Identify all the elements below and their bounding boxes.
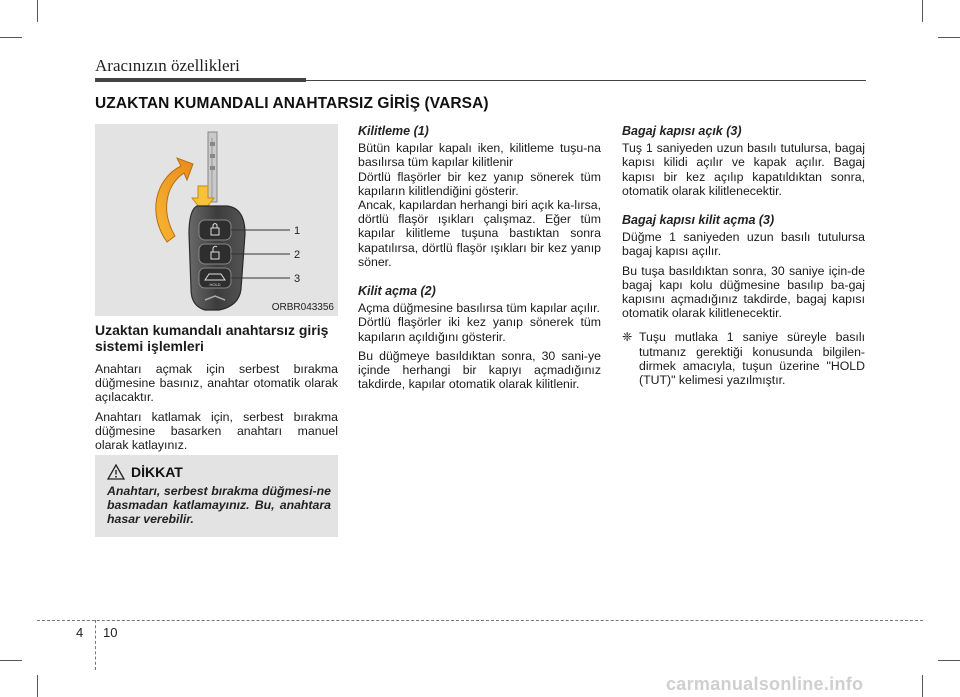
- paragraph: Dörtlü flaşörler iki kez yanıp sönerek tüm kapıların açıldığını gösterir.: [358, 315, 601, 344]
- chapter-header: Aracınızın özellikleri: [95, 56, 240, 75]
- subsection-heading: Uzaktan kumandalı anahtarsız giriş sistemi işlemleri: [95, 322, 329, 354]
- warning-triangle-icon: [107, 464, 125, 480]
- crop-mark: [37, 675, 38, 697]
- chapter-number: 4: [76, 625, 84, 640]
- callout-3: 3: [294, 273, 301, 285]
- crop-mark: [922, 675, 923, 697]
- paragraph: Ancak, kapılardan herhangi biri açık ka-lırsa, dörtlü flaşör ışıkları çalışmaz. Eğer tüm kapılar kilitleme tuşuna bastıktan sonra kapatılırsa, dörtlü flaşör ışıkları bir kez yanıp söner.: [358, 198, 601, 269]
- unlock-heading: Kilit açma (2): [358, 284, 436, 299]
- paragraph: Anahtarı açmak için serbest bırakma düğmesine basınız, anahtar otomatik olarak açılacaktır.: [95, 362, 338, 405]
- paragraph: Dörtlü flaşörler bir kez yanıp sönerek tüm kapıların kilitlendiğini gösterir.: [358, 169, 601, 198]
- callout-2: 2: [294, 249, 301, 261]
- lock-heading: Kilitleme (1): [358, 124, 429, 138]
- page-number: 10: [103, 625, 118, 640]
- watermark: carmanualsonline.info: [666, 674, 864, 694]
- crop-mark: [938, 37, 960, 38]
- caution-header: [107, 464, 183, 480]
- paragraph: Anahtarı katlamak için, serbest bırakma düğmesine basarken anahtarı manuel olarak katlayınız.: [95, 409, 338, 453]
- header-rule-thin: [306, 80, 866, 81]
- caution-box: [95, 455, 338, 537]
- note-symbol: ❈: [622, 330, 633, 345]
- footer-divider: [37, 620, 923, 621]
- paragraph: Düğme 1 saniyeden uzun basılı tutulursa bagaj kapısı açılır.: [622, 230, 865, 259]
- callout-1: 1: [294, 225, 301, 237]
- trunk-open-heading: Bagaj kapısı açık (3): [622, 124, 742, 138]
- hold-label: HOLD: [209, 282, 221, 287]
- key-fob-illustration: [95, 124, 338, 316]
- paragraph: Bu tuşa basıldıktan sonra, 30 saniye için-de bagaj kapı kolu düğmesine basılıp ba-gaj kapısını açmadığınız takdirde, bagaj kapısı otomatik olarak kilitlenecektir.: [622, 263, 865, 321]
- footer-vertical-divider: [95, 620, 96, 670]
- column-1: [95, 322, 338, 457]
- figure-code: ORBR043356: [271, 302, 334, 313]
- fold-arrow-icon: [156, 158, 193, 242]
- paragraph: Bu düğmeye basıldıktan sonra, 30 sani-ye içinde herhangi bir kapıyı açmadığınız takdirde, kapılar otomatik olarak kilitlenir.: [358, 348, 601, 392]
- note-text: Tuşu mutlaka 1 saniye süreyle basılı tutmanız gerektiği konusunda bilgilen-dirmek amacıyla, tuşun üzerine "HOLD (TUT)" kelimesi yazılmıştır.: [639, 330, 865, 388]
- paragraph: Açma düğmesine basılırsa tüm kapılar açılır.: [358, 301, 600, 316]
- crop-mark: [0, 37, 22, 38]
- caution-text: Anahtarı, serbest bırakma düğmesi-ne basmadan katlamayınız. Bu, anahtara hasar verebilir.: [107, 484, 331, 526]
- key-fob-drawing: [95, 124, 338, 316]
- paragraph: Tuş 1 saniyeden uzun basılı tutulursa, bagaj kapısı kilidi açılır ve kapak açılır. Bagaj kapısı bir kez açılıp kapatıldıktan sonra, otomatik olarak kilitlenecektir.: [622, 141, 865, 198]
- section-title: UZAKTAN KUMANDALI ANAHTARSIZ GİRİŞ (VARSA): [95, 95, 489, 112]
- crop-mark: [938, 660, 960, 661]
- unlock-button: [199, 244, 231, 264]
- paragraph: Bütün kapılar kapalı iken, kilitleme tuşu-na basılırsa tüm kapılar kilitlenir: [358, 141, 601, 170]
- header-rule-thick: [95, 78, 306, 82]
- column-3: [622, 124, 865, 387]
- crop-mark: [37, 0, 38, 22]
- column-2: [358, 124, 601, 396]
- crop-mark: [922, 0, 923, 22]
- crop-mark: [0, 660, 22, 661]
- note: [622, 330, 865, 387]
- trunk-unlock-heading: Bagaj kapısı kilit açma (3): [622, 213, 775, 228]
- caution-title: DİKKAT: [131, 464, 183, 480]
